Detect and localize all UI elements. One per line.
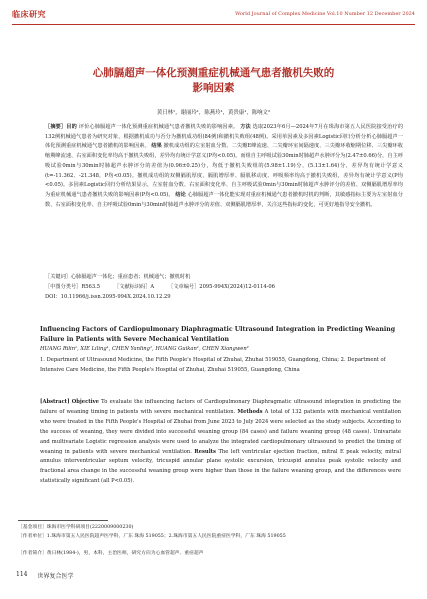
english-title: Influencing Factors of Cardiopulmonary Diaphragmatic Ultrasound Integration in Predicting Weaning Failure in Patients with Severe Mechanical Ventilation (40, 326, 396, 343)
doi: DOI：10.11966/j.issn.2095-994X.2024.10.12.29 (45, 294, 171, 300)
article-number: ［文章编号］2095-994X(2024)12-0114-06 (168, 284, 275, 290)
method-text: 选取2023年6月—2024年7月在珠海市第五人民医院接受治疗的132例机械通气患者为研究对象，根据撤机成功与否分为撤机成功组(84例)和撤机失败组(48例)。采用单因素及多因素Logistic回归分析分析心肺膈超声一体化预测重症机械通气患者撤机的影响因素。 (45, 124, 404, 150)
objective-text: 评价心肺膈超声一体化预测重症机械通气患者撤机失败的影响因素。 (78, 124, 239, 130)
header-rule (12, 24, 415, 25)
abstract-label: ［摘要］ (45, 124, 67, 130)
classification-row (45, 283, 403, 292)
footnote-rule (18, 520, 108, 521)
section-label: 临床研究 (12, 8, 46, 19)
en-method-text: A total of 132 patients with mechanical ventilation who were treated in the Fifth People's Hospital of Zhuhai from June 2023 to July 2024 were selected as the study subjects. According to the success of weaning, they were divided into successful weaning group (84 cases) and failure weaning group (48 cases). Univariate and multivariate Logistic regression analysis were used to analyze the integrated cardiopulmonary ultrasound to predict the timing of weaning in patients with severe mechanical ventilation. (40, 408, 401, 455)
en-objective-text: To evaluate the influencing factors of Cardiopulmonary Diaphragmatic ultrasound integration in predicting the failure of weaning timing in patients with severe mechanical ventilation. (40, 399, 401, 415)
method-label: 方法 (240, 124, 251, 130)
objective-label: 目的 (66, 124, 77, 130)
en-objective-label: Objective (71, 399, 99, 405)
keywords: ［关键词］心肺膈超声一体化；重症患者；机械通气；撤机时机 (45, 274, 191, 280)
class-number: ［中图分类号］R563.5 (45, 284, 101, 290)
footnote-affiliation: ［作者单位］1.珠海市第五人民医院超声医学科，广东 珠海 519055；2.珠海市第五人民医院重症医学科，广东 珠海 519055 (18, 534, 286, 539)
conclusion-text: 心肺膈超声一体化能实现对重症机械通气患者撤机时机的判断，其敏感指标主要为左室射血分数、右室面积变化率、自主呼吸试验0min与30min时肺超声水肿评分的差值、双侧膈肌增厚率，关注这些指标的变化，可更好地指导安全撤机。 (45, 191, 403, 208)
footnote-author-bio: ［作者简介］黄日林(1984-)，男，本科，主治医师，研究方向为心血管超声、重症超声 (18, 551, 204, 556)
title-line-1: 心肺膈超声一体化预测重症机械通气患者撤机失败的 (92, 67, 335, 79)
english-affiliations: 1. Department of Ultrasound Medicine, the Fifth People's Hospital of Zhuhai, Zhuhai 519055, Guangdong, China; 2. Department of Intensive Care Medicine, the Fifth People's Hospital of Zhuhai, Zhuhai 519055, Guangdong, China (40, 357, 386, 373)
english-authors: HUANG Rilin¹, XIE Liling¹, CHEN Yanling¹, HUANG Guikan¹, CHEN Xiangwen² (40, 346, 249, 352)
author-list: 黄日林¹，谢丽玲¹，陈燕玲¹，黄贵康¹，陈响文² (156, 110, 271, 116)
en-result-text: The left ventricular ejection fraction, mitral E peak velocity, mitral annulus interventricular septum velocity, tricuspid annular plane systolic excursion, tricuspid annulus peak systolic velocity and fractional area change in the successful weaning group were higher than those in the failure weaning group, and the differences were statistically significant (all P<0.05). (40, 448, 401, 485)
conclusion-label: 结论 (175, 191, 186, 198)
journal-header: World Journal of Complex Medicine Vol.10 Number 12 December 2024 (235, 11, 415, 17)
english-abstract (40, 398, 401, 487)
title-line-2: 影响因素 (192, 82, 235, 94)
en-abstract-label: [Abstract] (40, 399, 70, 405)
en-result-label: Results (194, 448, 216, 455)
chinese-abstract (45, 123, 403, 210)
en-method-label: Methods (237, 408, 263, 415)
result-text: 撤机成功组的左室射血分数、二尖瓣E峰流速、二尖瓣环室间隔速度、三尖瓣环收缩期位移、三尖瓣环收缩期峰流速、右室面积变化率均高于撤机失败组，差异均有统计学意义(P均<0.05)。而组自主呼吸试验30min时肺超声水肿评分为(2.47±0.66)分，自主呼吸试验0min与30min时肺超声水肿评分的差值为(0.96±0.25)分，均低于撤机失败组的(5.98±1.19)分，(5.13±1.64)分，差异均有统计学意义(t=-11.362、-21.348，P均<0.05)。撤机成功组的双侧膈肌厚度、膈肌增厚率、膈肌移动度、呼吸频率均高于撤机失败组，差异均有统计学意义(P均<0.05)。多因素Logistic回归分析结果显示，左室射血分数、右室面积变化率、自主呼吸试验0min与30min时肺超声水肿评分的差值、双侧膈肌增厚率均为重症机械通气患者撤机失败的影响因素(P均<0.05)。 (45, 143, 403, 198)
page-footer (16, 571, 73, 580)
footnote-fund: ［基金项目］珠海市医学科研项目(2220009000230) (18, 525, 134, 530)
paper-title (0, 66, 427, 96)
footer-journal: 世界复合医学 (37, 573, 74, 580)
result-label: 结果 (151, 143, 162, 150)
document-code: ［文献标识码］A (114, 284, 155, 290)
running-header (12, 8, 415, 20)
page-number: 114 (16, 571, 28, 578)
